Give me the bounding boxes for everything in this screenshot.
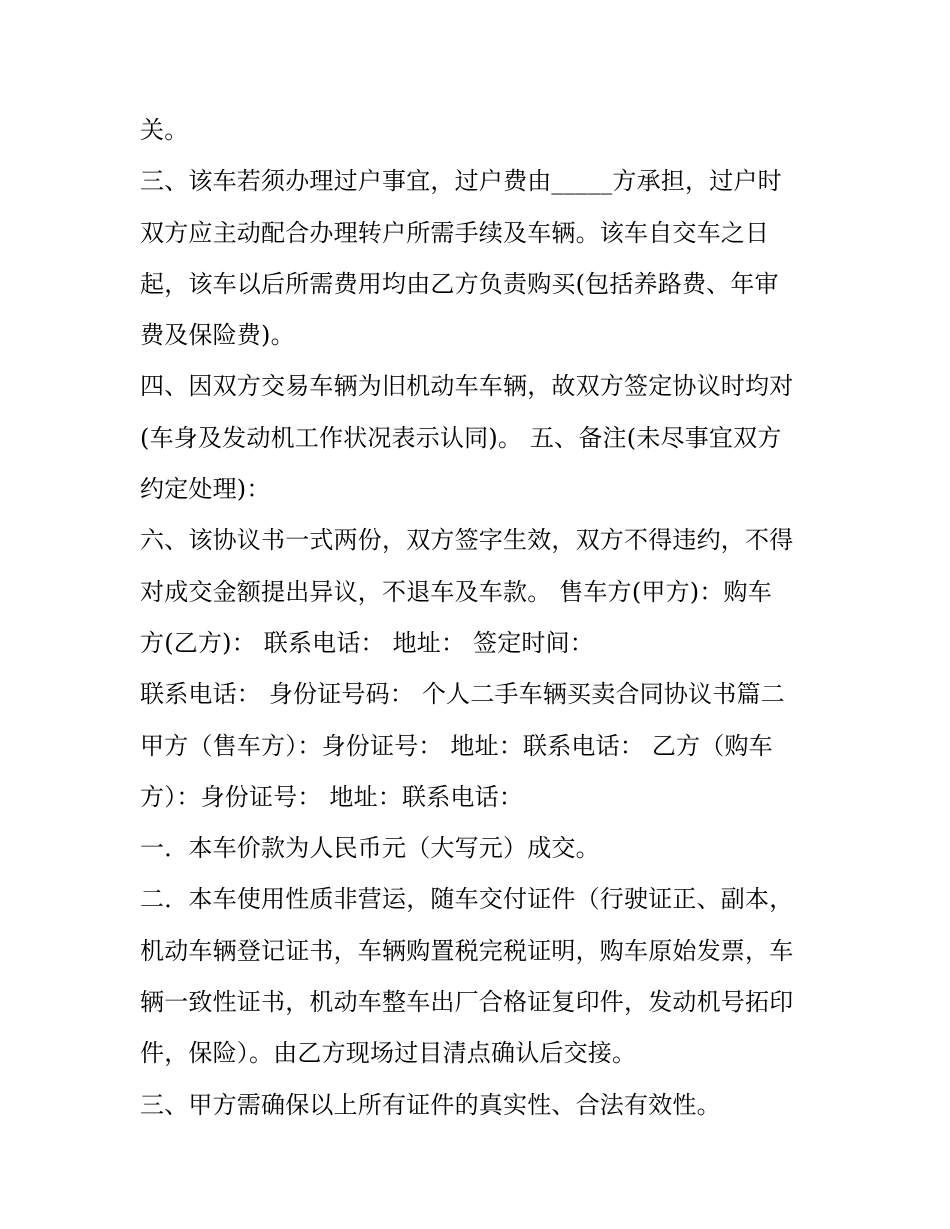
text-line: 件，保险）。由乙方现场过目清点确认后交接。: [140, 1039, 637, 1068]
document-body: [140, 105, 820, 1131]
text-line: 辆一致性证书，机动车整车出厂合格证复印件，发动机号拓印: [140, 988, 794, 1017]
text-line: 机动车辆登记证书，车辆购置税完税证明，购车原始发票，车: [140, 936, 794, 965]
text-line: 方(乙方)： 联系电话： 地址： 签定时间：: [140, 628, 595, 657]
text-line: 四、因双方交易车辆为旧机动车车辆，故双方签定协议时均对: [140, 372, 794, 401]
text-line: 三、该车若须办理过户事宜，过户费由_____方承担，过户时: [140, 167, 782, 196]
text-line: 起，该车以后所需费用均由乙方负责购买(包括养路费、年审: [140, 269, 779, 298]
text-line: 三、甲方需确保以上所有证件的真实性、合法有效性。: [140, 1090, 721, 1119]
text-line: 对成交金额提出异议，不退车及车款。 售车方(甲方)：购车: [140, 577, 772, 606]
text-line: 关。: [140, 116, 189, 144]
text-line: 方）：身份证号： 地址：联系电话：: [140, 782, 524, 811]
text-line: 联系电话： 身份证号码： 个人二手车辆买卖合同协议书篇二: [140, 680, 785, 709]
text-line: 约定处理)：: [140, 475, 271, 504]
text-line: 双方应主动配合办理转户所需手续及车辆。该车自交车之日: [140, 218, 770, 247]
text-line: 六、该协议书一式两份，双方签字生效，双方不得违约，不得: [140, 526, 794, 555]
text-line: 费及保险费)。: [140, 321, 295, 350]
text-line: (车身及发动机工作状况表示认同)。 五、备注(未尽事宜双方: [140, 423, 782, 452]
text-line: 甲方（售车方）：身份证号： 地址：联系电话： 乙方（购车: [140, 731, 773, 760]
text-line: 二．本车使用性质非营运，随车交付证件（行驶证正、副本，: [140, 885, 794, 914]
text-line: 一．本车价款为人民币元（大写元）成交。: [140, 834, 600, 863]
